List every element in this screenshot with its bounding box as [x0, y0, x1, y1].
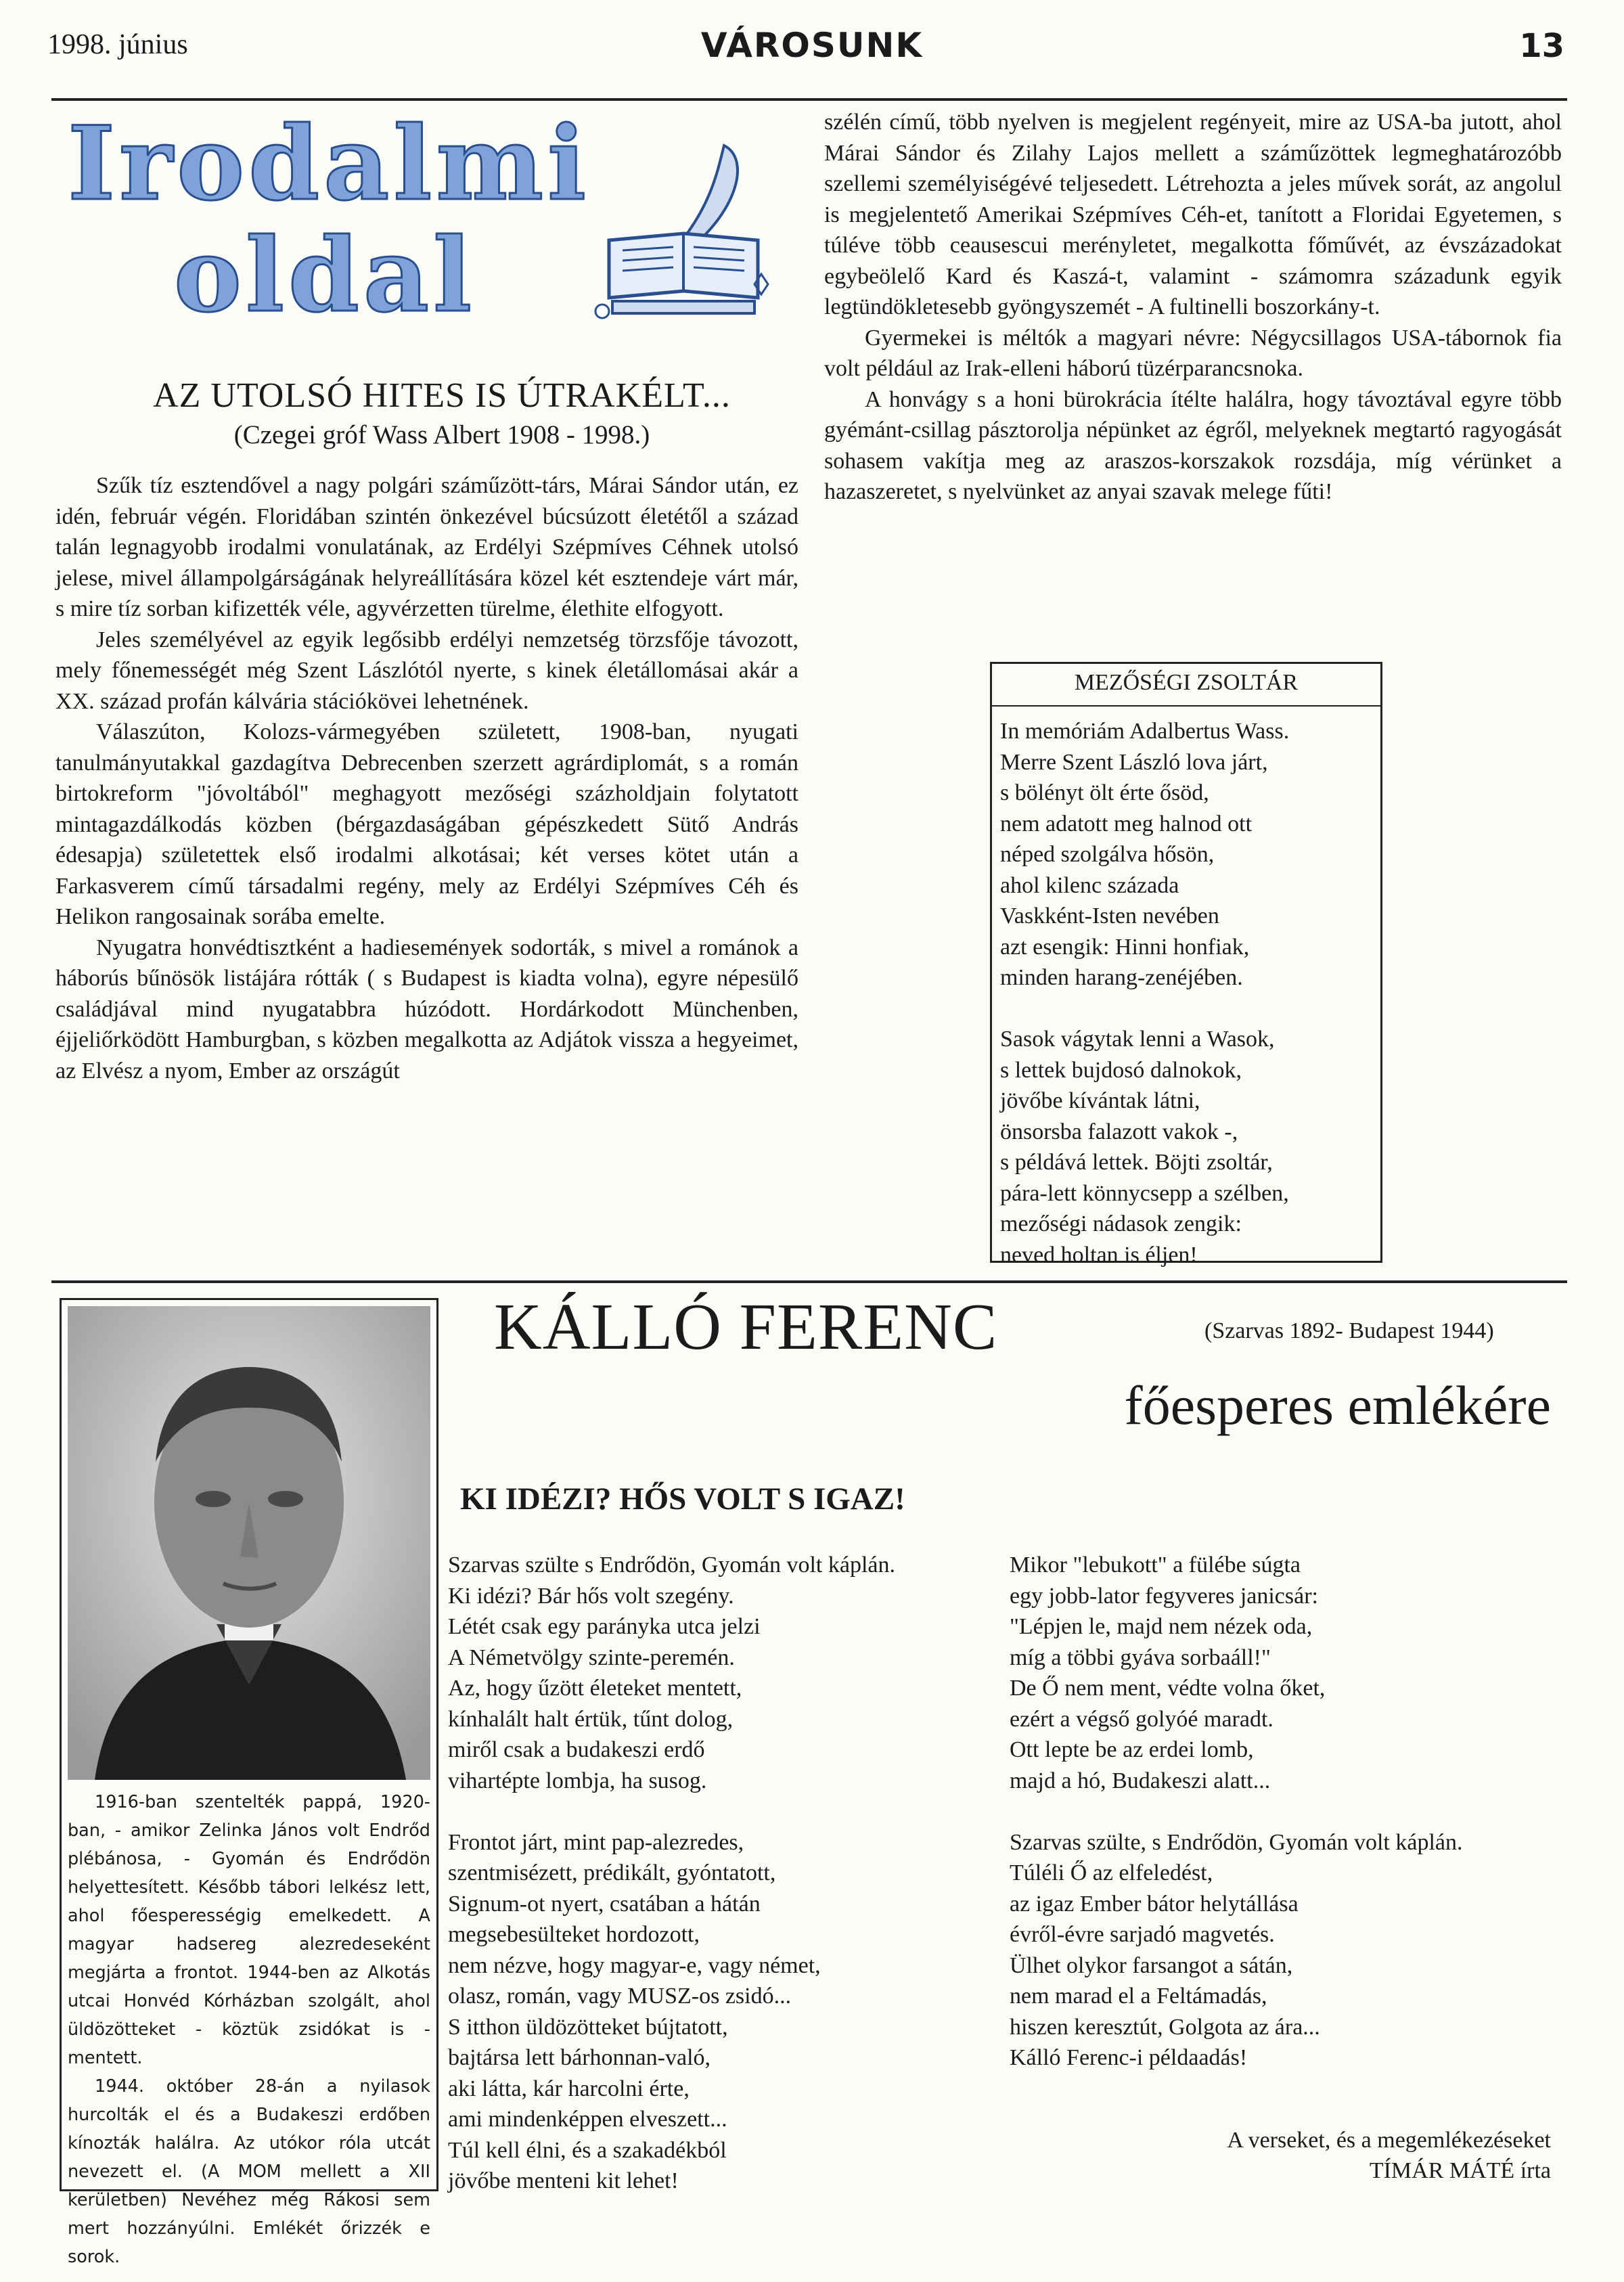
- article-paragraph: Válaszúton, Kolozs-vármegyében született, 1908-ban, nyugati tanulmányutakkal gazdagítva Debrecenben szerzett agrárdiplomát, s a román birtokreform "jóvoltából" meghagyott mezőségi százholdjain folytatott mintagazdálkodás közben (bérgazdaságában gépészkedett Sütő András édesapja) születettek első irodalmi alkotásai; két verses kötet után a Farkasverem című társadalmi regény, mely az Erdélyi Szépmíves Céh és Helikon rangosainak sorába emelte.: [55, 719, 798, 929]
- photo-caption: [68, 1788, 430, 2271]
- literary-page-title: [68, 104, 590, 335]
- book-quill-icon: [582, 139, 785, 321]
- poem-title: MEZŐSÉGI ZSOLTÁR: [1074, 670, 1299, 695]
- article-paragraph: A honvágy s a honi bürokrácia ítélte halálra, hogy távoztával egyre több gyémánt-csillag pásztorolja népünket az égről, melyeknek megtartó ragyogását sohasem vakítja meg az araszos-korszakok rozsdája, míg vérünket a hazaszeretet, s nyelvünket az anyai szavak melege fűti!: [824, 386, 1562, 504]
- poem-text: In memóriám Adalbertus Wass. Merre Szent László lova járt, s bölényt ölt érte ősöd, nem adatott meg halnod ott néped szolgálva hősön, ahol kilenc százada Vaskként-Isten nevében azt esengik: Hinni honfiak, minden harang-zenéjében. Sasok vágytak lenni a Wasok, s lettek bujdosó dalnokok, jövőbe kívántak látni, önsorsba falazott vakok -, s példává lettek. Böjti zsoltár, pára-lett könnycsepp a szélben, mezőségi nádasok zengik: neved holtan is éljen!: [1000, 719, 1290, 1268]
- article-headline: AZ UTOLSÓ HITES IS ÚTRAKÉLT...: [153, 376, 731, 415]
- article-paragraph: Szűk tíz esztendővel a nagy polgári száműzött-társ, Márai Sándor után, ez idén, február végén. Floridában szintén önkezével búcsúzott életétől a század talán legnagyobb irodalmi vonulatának, az Erdélyi Szépmíves Céhnek utolsó jelese, mivel állampolgárságának helyreállítására közel két esztendeje várt már, s mire tíz sorban kifizették véle, agyvérzetten türelme, élethite elfogyott.: [55, 473, 798, 621]
- section-divider: [51, 1280, 1567, 1283]
- issue-date: 1998. június: [47, 29, 188, 60]
- memorial-dates: (Szarvas 1892- Budapest 1944): [1204, 1318, 1494, 1343]
- article-left-column: [55, 470, 798, 1086]
- memorial-poem-column-2: Mikor "lebukott" a fülébe súgta egy jobb-lator fegyveres janicsár: "Lépjen le, majd nem nézek oda, míg a többi gyáva sorbaáll!" De Ő nem ment, védte volna őket, ezért a végső golyóé maradt. Ott lepte be az erdei lomb, majd a hó, Budakeszi alatt... Szarvas szülte, s Endrődön, Gyomán volt káplán. Túléli Ő az elfeledést, az igaz Ember bátor helytállása évről-évre sarjadó magvetés. Ülhet olykor farsangot a sátán, nem marad el a Feltámadás, hiszen keresztút, Golgota az ára... Kálló Ferenc-i példaadás!: [1010, 1552, 1463, 2070]
- author-credit: [1227, 2125, 1551, 2186]
- article-paragraph: Gyermekei is méltók a magyari névre: Négycsillagos USA-tábornok fia volt például az Irak-elleni háború tüzérparancsnoka.: [824, 325, 1562, 381]
- poem2-title: KI IDÉZI? HŐS VOLT S IGAZ!: [460, 1481, 905, 1517]
- poem-title-divider: [990, 705, 1382, 707]
- article-subtitle: (Czegei gróf Wass Albert 1908 - 1998.): [233, 420, 650, 449]
- article-right-column: [824, 107, 1562, 508]
- credit-line: A verseket, és a megemlékezéseket: [1227, 2128, 1551, 2153]
- article-paragraph: szélén című, több nyelven is megjelent regényeit, mire az USA-ba jutott, ahol Márai Sándor és Zilahy Lajos mellett a száműzöttek legmeghatározóbb szellemi személyiségévé teljesedett. Létrehozta a jeles művek sorát, az angolul is megjelentető Amerikai Szépmíves Céh-et, tanított a Floridai Egyetemen, s túléve több ceausescui merényletet, megalkotta főművét, az évszázadokat egybeölelő Kard és Kaszá-t, valamint - számomra századunk egyik legtündökletesebb gyöngyszemét - A fultinelli boszorkány-t.: [824, 110, 1562, 319]
- literary-title-line2: oldal: [173, 216, 476, 335]
- memorial-poem-column-1: Szarvas szülte s Endrődön, Gyomán volt káplán. Ki idézi? Bár hős volt szegény. Létét csak egy parányka utca jelzi A Németvölgy szinte-peremén. Az, hogy űzött életeket mentett, kínhalált halt értük, tűnt dolog, miről csak a budakeszi erdő vihartépte lombja, ha susog. Frontot járt, mint pap-alezredes, szentmisézett, prédikált, gyóntatott, Signum-ot nyert, csatában a hátán megsebesülteket hordozott, nem nézve, hogy magyar-e, vagy német, olasz, román, vagy MUSZ-os zsidó... S itthon üldözötteket bújtatott, bajtársa lett bárhonnan-való, aki látta, kár harcolni érte, ami mindenképpen elveszett... Túl kell élni, és a szakadékból jövőbe menteni kit lehet!: [448, 1552, 895, 2193]
- priest-portrait-photo: [68, 1306, 430, 1780]
- caption-paragraph: 1944. október 28-án a nyilasok hurcolták el és a Budakeszi erdőben kínozták halálra. Az utókor róla utcát nevezett el. (A MOM mellett a XII kerületben) Nevéhez még Rákosi sem mert hozzányúlni. Emlékét őrizzék e sorok.: [68, 2076, 430, 2267]
- caption-paragraph: 1916-ban szentelték pappá, 1920-ban, - amikor Zelinka János volt Endrőd plébánosa, - Gyomán és Endrődön helyettesített. Később tábori lelkész lett, ahol főesperességig emelkedett. A magyar hadsereg alezredeseként megjárta a frontot. 1944-ben az Alkotás utcai Honvéd Kórházban szolgált, ahol üldözötteket - köztük zsidókat is - mentett.: [68, 1792, 430, 2068]
- page-number: 13: [1519, 27, 1564, 65]
- literary-title-line1: Irodalmi: [68, 104, 590, 223]
- article-paragraph: Nyugatra honvédtisztként a hadiesemények sodorták, s mivel a románok a háborús bűnösök listájára rótták ( s Budapest is kiadta volna), egyre népesülő családjával mind nyugatabbra húzódott. Hordárkodott Münchenben, éjjeliőrködött Hamburgban, s közben megalkotta az Adjátok vissza a hegyeimet, az Elvész a nyom, Ember az országút: [55, 935, 798, 1083]
- header-divider: [51, 98, 1567, 101]
- memorial-subtitle: főesperes emlékére: [1124, 1374, 1551, 1436]
- article-paragraph: Jeles személyével az egyik legősibb erdélyi nemzetség törzsfője távozott, mely főnemességét még Szent Lászlótól nyerte, s kinek életállomásai akár a XX. század profán kálvária stációkövei lehetnének.: [55, 627, 798, 714]
- memorial-name-heading: KÁLLÓ FERENC: [494, 1291, 998, 1364]
- newspaper-title: VÁROSUNK: [700, 26, 924, 65]
- credit-author: TÍMÁR MÁTÉ írta: [1369, 2158, 1551, 2183]
